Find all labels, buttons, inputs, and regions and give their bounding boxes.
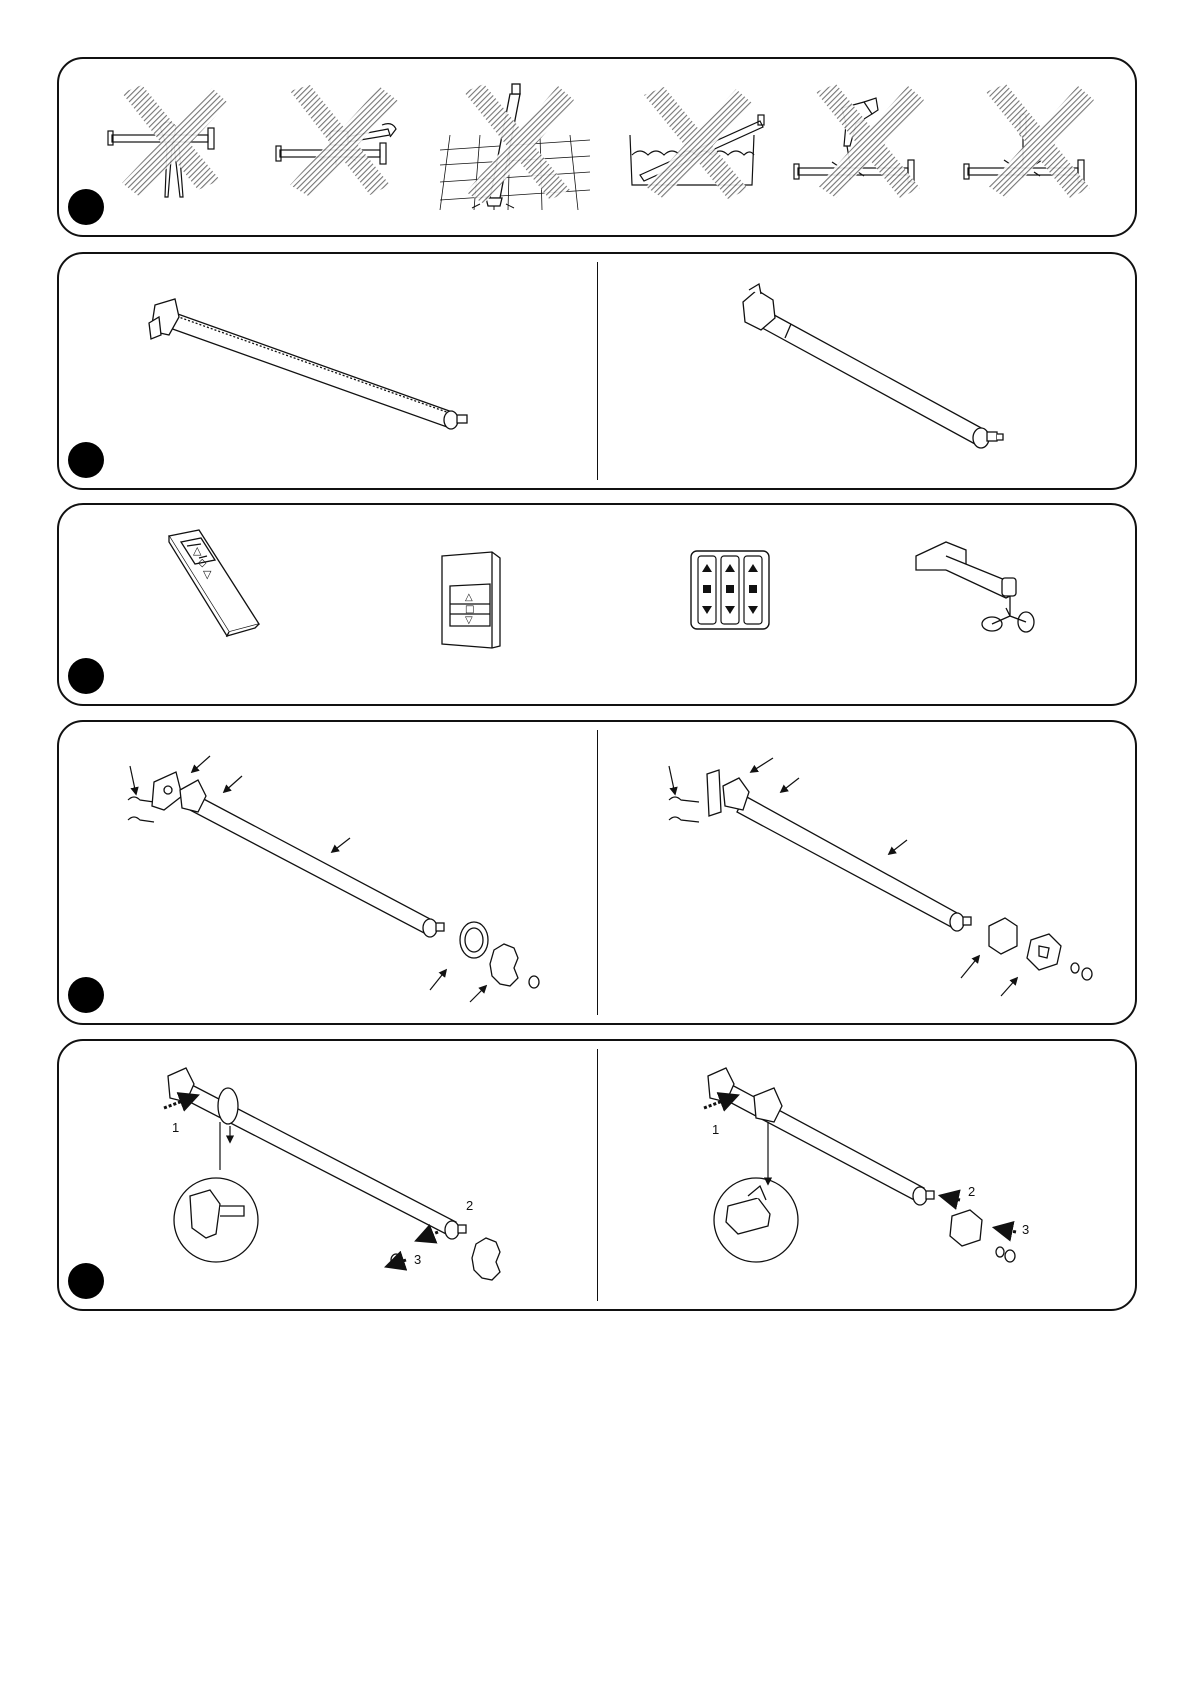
assembly-left-illustration — [110, 750, 570, 1010]
arrow-icon — [889, 840, 907, 854]
step-2-label: 2 — [968, 1184, 976, 1199]
arrow-icon — [192, 756, 210, 772]
x-cross-icon — [816, 84, 924, 198]
crush-warning-illustration — [100, 85, 240, 205]
svg-text:△: △ — [465, 592, 473, 603]
figure-3-badge — [68, 658, 104, 694]
arrow-icon — [961, 956, 979, 978]
mounting-right-illustration — [690, 1060, 1090, 1290]
step-1-label: 1 — [712, 1122, 720, 1137]
arrow-icon — [332, 838, 350, 852]
hammer-warning-illustration — [270, 85, 410, 205]
motor-long-illustration — [145, 295, 505, 445]
arrow-icon — [1001, 978, 1017, 996]
pierce-warning-illustration — [960, 80, 1110, 205]
wind-sensor-illustration — [910, 530, 1060, 640]
x-cross-icon — [644, 87, 752, 199]
arrow-icon — [430, 970, 446, 990]
assembly-right-illustration — [655, 750, 1115, 1010]
step-1-label: 1 — [172, 1120, 180, 1135]
svg-text:◇: ◇ — [198, 556, 207, 569]
figure-2-divider — [597, 262, 598, 480]
svg-text:△: △ — [193, 544, 202, 557]
figure-1-badge — [68, 189, 104, 225]
arrow-icon — [996, 1228, 1016, 1232]
mounting-left-illustration — [150, 1060, 550, 1290]
svg-text:□: □ — [465, 604, 475, 615]
arrow-icon — [418, 1232, 438, 1240]
arrow-icon — [470, 986, 486, 1002]
x-cross-icon — [986, 84, 1094, 198]
arrow-icon — [942, 1196, 960, 1200]
svg-text:▽: ▽ — [465, 615, 473, 626]
drop-warning-illustration — [440, 80, 590, 210]
figure-2-badge — [68, 442, 104, 478]
arrow-icon — [669, 766, 675, 794]
arrow-icon — [751, 758, 773, 772]
figure-4-badge — [68, 977, 104, 1013]
arrow-icon — [224, 776, 242, 792]
keypad-illustration — [690, 550, 770, 630]
x-cross-icon — [290, 85, 398, 197]
step-3-label: 3 — [414, 1252, 422, 1267]
arrow-icon — [781, 778, 799, 792]
immerse-warning-illustration — [620, 85, 770, 205]
wall-switch-illustration — [440, 550, 510, 650]
figure-4-divider — [597, 730, 598, 1015]
figure-5-divider — [597, 1049, 598, 1301]
drill-warning-illustration — [790, 80, 940, 205]
arrow-icon — [130, 766, 136, 794]
svg-text:▽: ▽ — [203, 568, 212, 581]
step-3-label: 3 — [1022, 1222, 1030, 1237]
remote-control-illustration — [165, 528, 265, 638]
step-2-label: 2 — [466, 1198, 474, 1213]
motor-short-illustration — [735, 280, 1025, 460]
x-cross-icon — [122, 85, 228, 197]
figure-5-badge — [68, 1263, 104, 1299]
